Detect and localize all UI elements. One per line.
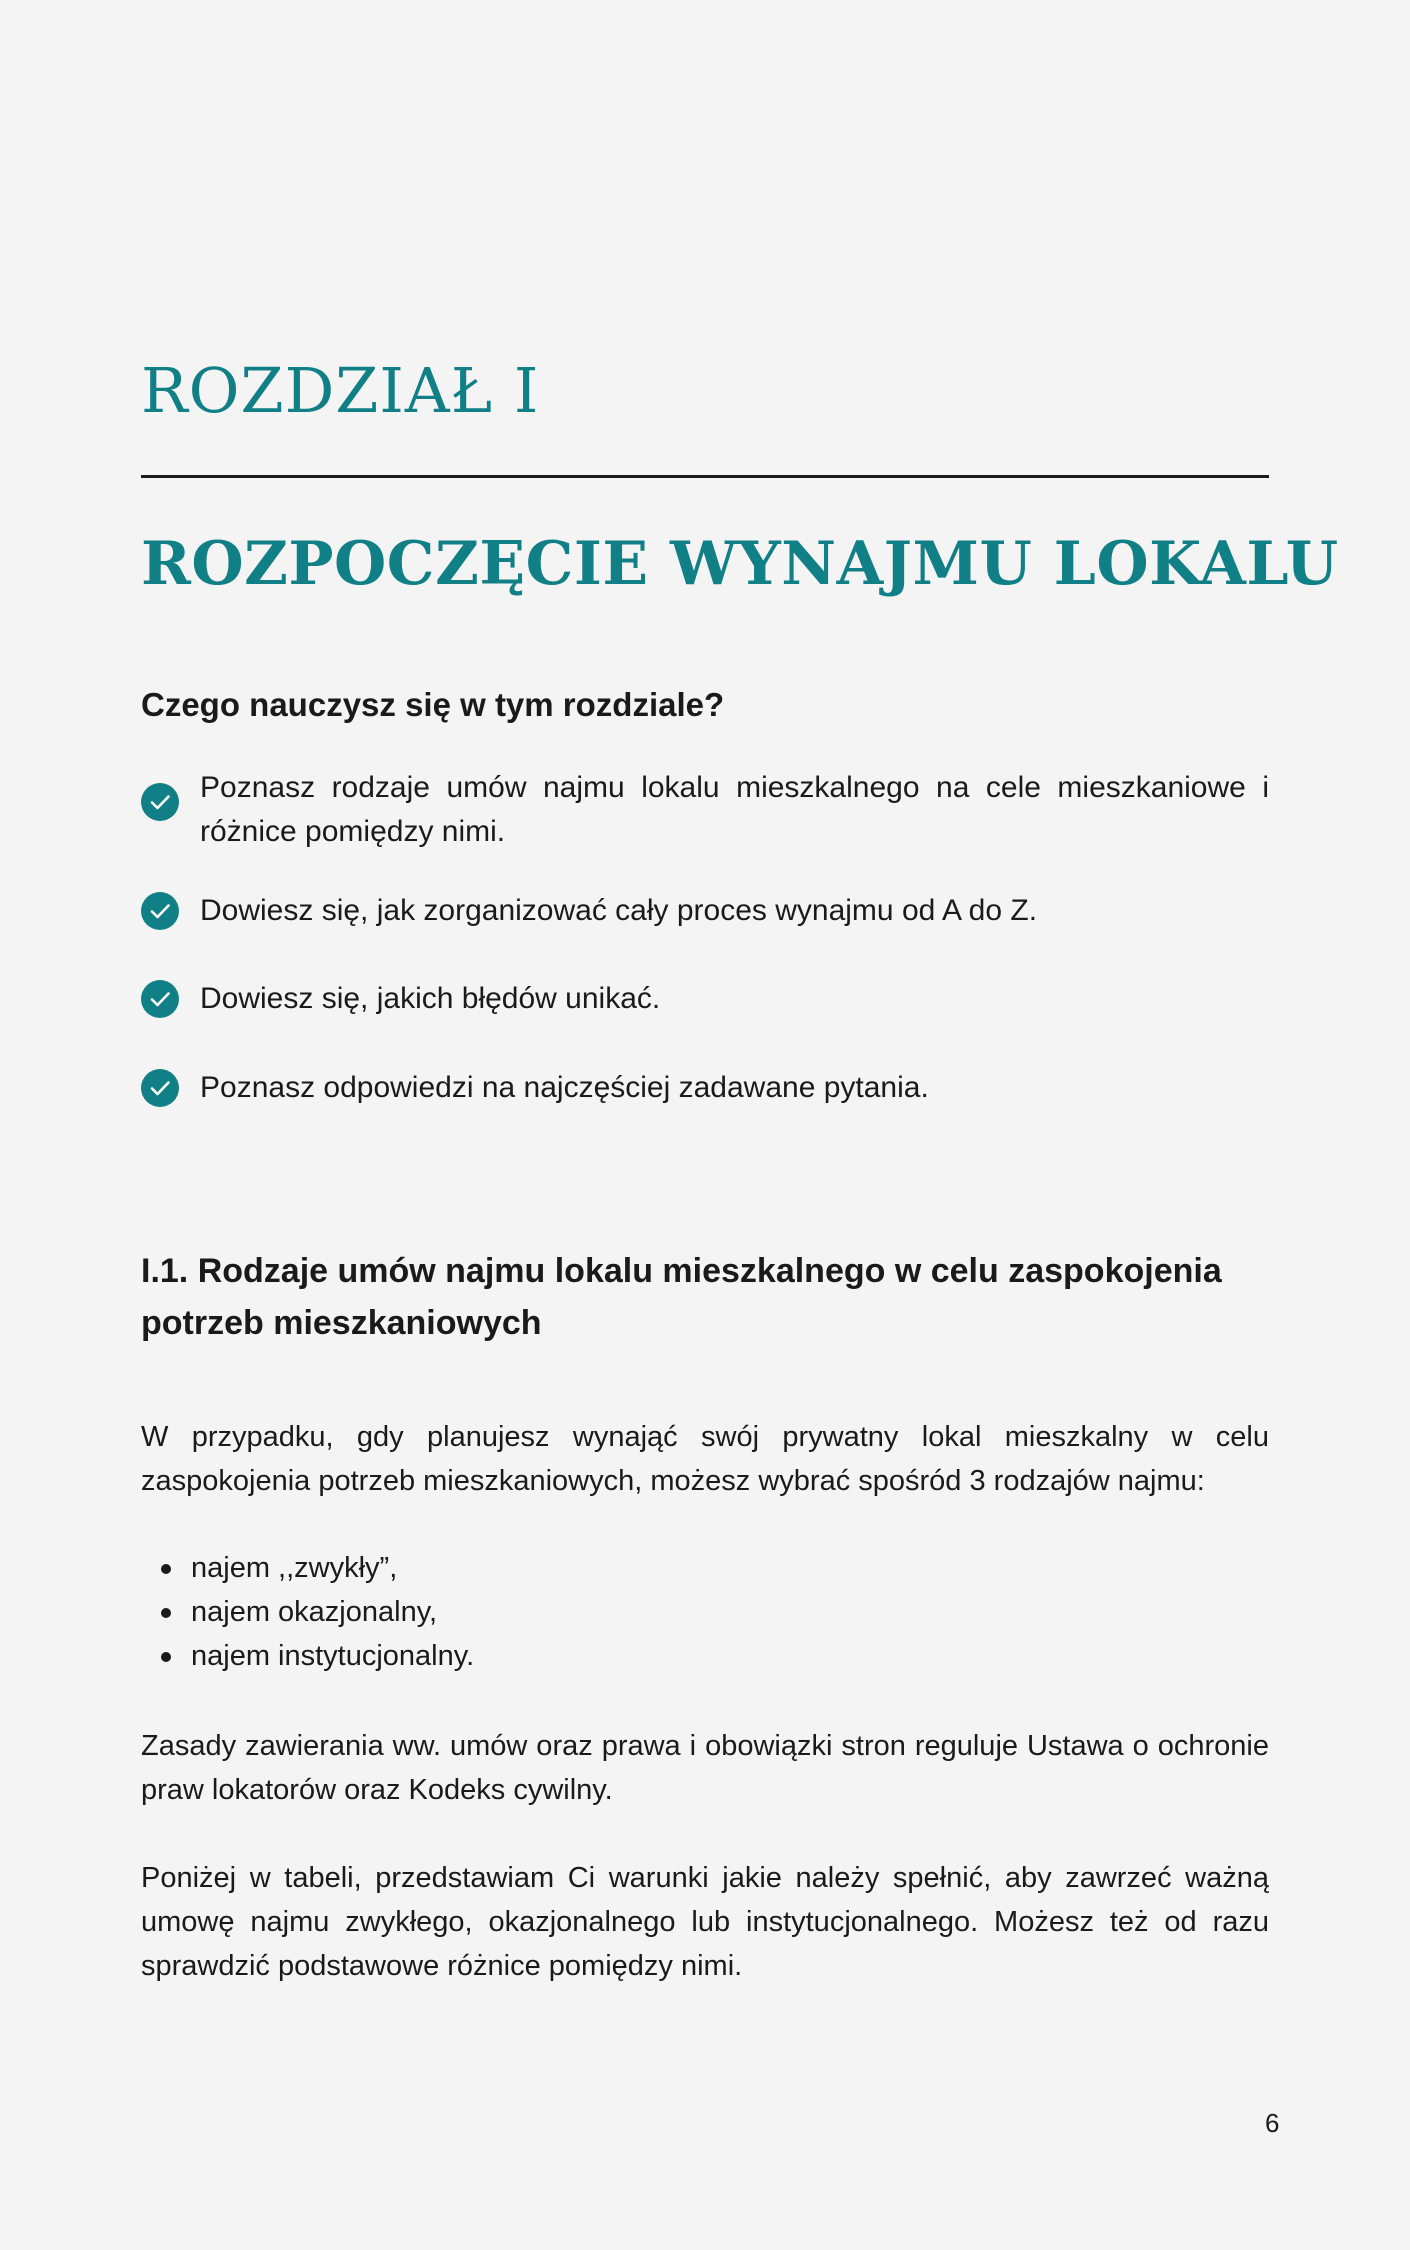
learning-goal-text: Dowiesz się, jakich błędów unikać.	[200, 982, 661, 1015]
learning-goal-text: Poznasz odpowiedzi na najczęściej zadawane pytania.	[200, 1071, 929, 1104]
learn-heading: Czego nauczysz się w tym rozdziale?	[141, 686, 725, 723]
chapter-label: ROZDZIAŁ I	[141, 354, 540, 427]
bullet-dot-icon	[161, 1608, 171, 1618]
lease-type-text: najem ,,zwykły”,	[191, 1552, 398, 1584]
check-circle-icon	[141, 1069, 179, 1107]
table-note-paragraph: Poniżej w tabeli, przedstawiam Ci warunki jakie należy spełnić, aby zawrzeć ważną umowę najmu zwykłego, okazjonalnego lub instytucjonalnego. Możesz też od razu sprawdzić podstawowe różnice pomiędzy nimi.	[141, 1862, 1269, 1982]
section-heading: I.1. Rodzaje umów najmu lokalu mieszkalnego w celu zaspokojenia potrzeb mieszkaniowych	[141, 1252, 1222, 1342]
bullet-dot-icon	[161, 1564, 171, 1574]
lease-type-text: najem instytucjonalny.	[191, 1640, 475, 1672]
bullet-dot-icon	[161, 1652, 171, 1662]
page-number: 6	[1265, 2108, 1280, 2138]
learning-goal-text: Poznasz rodzaje umów najmu lokalu mieszkalnego na cele mieszkaniowe i różnice pomiędzy nimi.	[200, 771, 1269, 848]
chapter-divider	[141, 475, 1269, 478]
check-circle-icon	[141, 892, 179, 930]
learning-goal-text: Dowiesz się, jak zorganizować cały proces wynajmu od A do Z.	[200, 894, 1038, 927]
check-circle-icon	[141, 783, 179, 821]
lease-type-item	[141, 1634, 474, 1678]
chapter-title: ROZPOCZĘCIE WYNAJMU LOKALU	[141, 529, 1339, 599]
intro-paragraph: W przypadku, gdy planujesz wynająć swój prywatny lokal mieszkalny w celu zaspokojenia potrzeb mieszkaniowych, możesz wybrać spośród 3 rodzajów najmu:	[141, 1421, 1269, 1497]
lease-type-text: najem okazjonalny,	[191, 1596, 438, 1628]
lease-types-list	[141, 1546, 474, 1678]
lease-type-item	[141, 1590, 474, 1634]
rules-paragraph: Zasady zawierania ww. umów oraz prawa i obowiązki stron reguluje Ustawa o ochronie praw lokatorów oraz Kodeks cywilny.	[141, 1730, 1269, 1806]
lease-type-item	[141, 1546, 474, 1590]
check-circle-icon	[141, 980, 179, 1018]
